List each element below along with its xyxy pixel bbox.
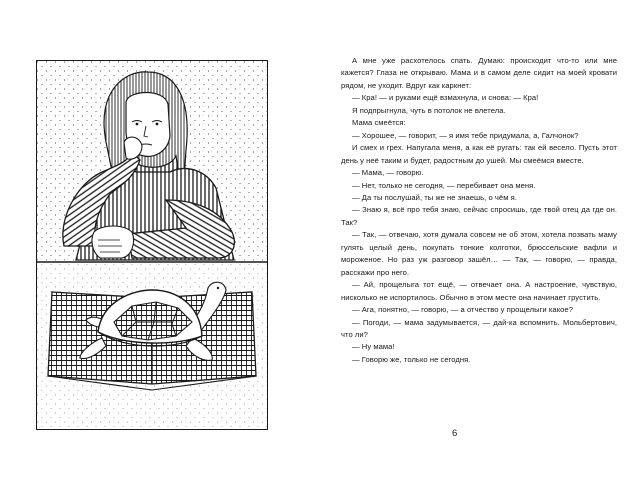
paragraph: — Ну мама!: [352, 342, 395, 352]
paragraph: — Нет, только не сегодня, — перебивает она меня.: [352, 180, 536, 190]
paragraph: Я подпрыгнула, чуть в потолок не влетела.: [352, 105, 506, 115]
story-text-column: [341, 55, 617, 366]
paragraph: — Кра! — и руками ещё взмахнула, и снова: — Кра!: [352, 93, 539, 103]
hand: [92, 226, 134, 258]
paragraph: — Так, — отвечаю, хотя думала совсем не об этом, хотела позвать маму гулять целый день, покупать тонкие колготки, брюссельские вафли и мороженое. Но раз уж разговор зашёл… — Так, — говорю, — правда, расскажи про него.: [341, 230, 617, 277]
illustration: [36, 60, 268, 430]
paragraph: — Знаю я, всё про тебя знаю, сейчас спросишь, где твой отец да где он. Так?: [341, 205, 617, 227]
paragraph: — Хорошее, — говорит, — я имя тебе придумала, а, Галчонок?: [352, 130, 579, 140]
paragraph: Мама смеётся:: [352, 118, 406, 128]
paragraph: И смех и грех. Напугала меня, а как её ругать: так ей весело. Пусть этот день у неё таким и будет, радостным до ушей. Мы смеёмся вместе.: [341, 143, 617, 165]
paragraph: — Да ты послушай, ты же не знаешь, о чём я.: [352, 192, 517, 202]
paragraph: — Мама, — говорю.: [352, 168, 424, 178]
paragraph: — Говорю же, только не сегодня.: [352, 354, 471, 364]
paragraph: — Ай, прощелыга тот ещё, — отвечает она. А настроение, чувствую, нисколько не испортилось. Обычно в этом месте она начинает грустить.: [341, 280, 617, 302]
page-number: 6: [452, 428, 458, 439]
paragraph: — Ага, понятно, — говорю, — а отчество у прощелыги какое?: [352, 305, 573, 315]
paragraph: — Погоди, — мама задумывается, — дай-ка вспомнить. Мольбертович, что ли?: [341, 317, 617, 339]
paragraph: А мне уже расхотелось спать. Думаю: происходит что-то или мне кажется? Глаза не открываю. Мама и в самом деле сидит на моей кровати рядом, не уходит. Вдруг как каркнет:: [341, 56, 617, 90]
